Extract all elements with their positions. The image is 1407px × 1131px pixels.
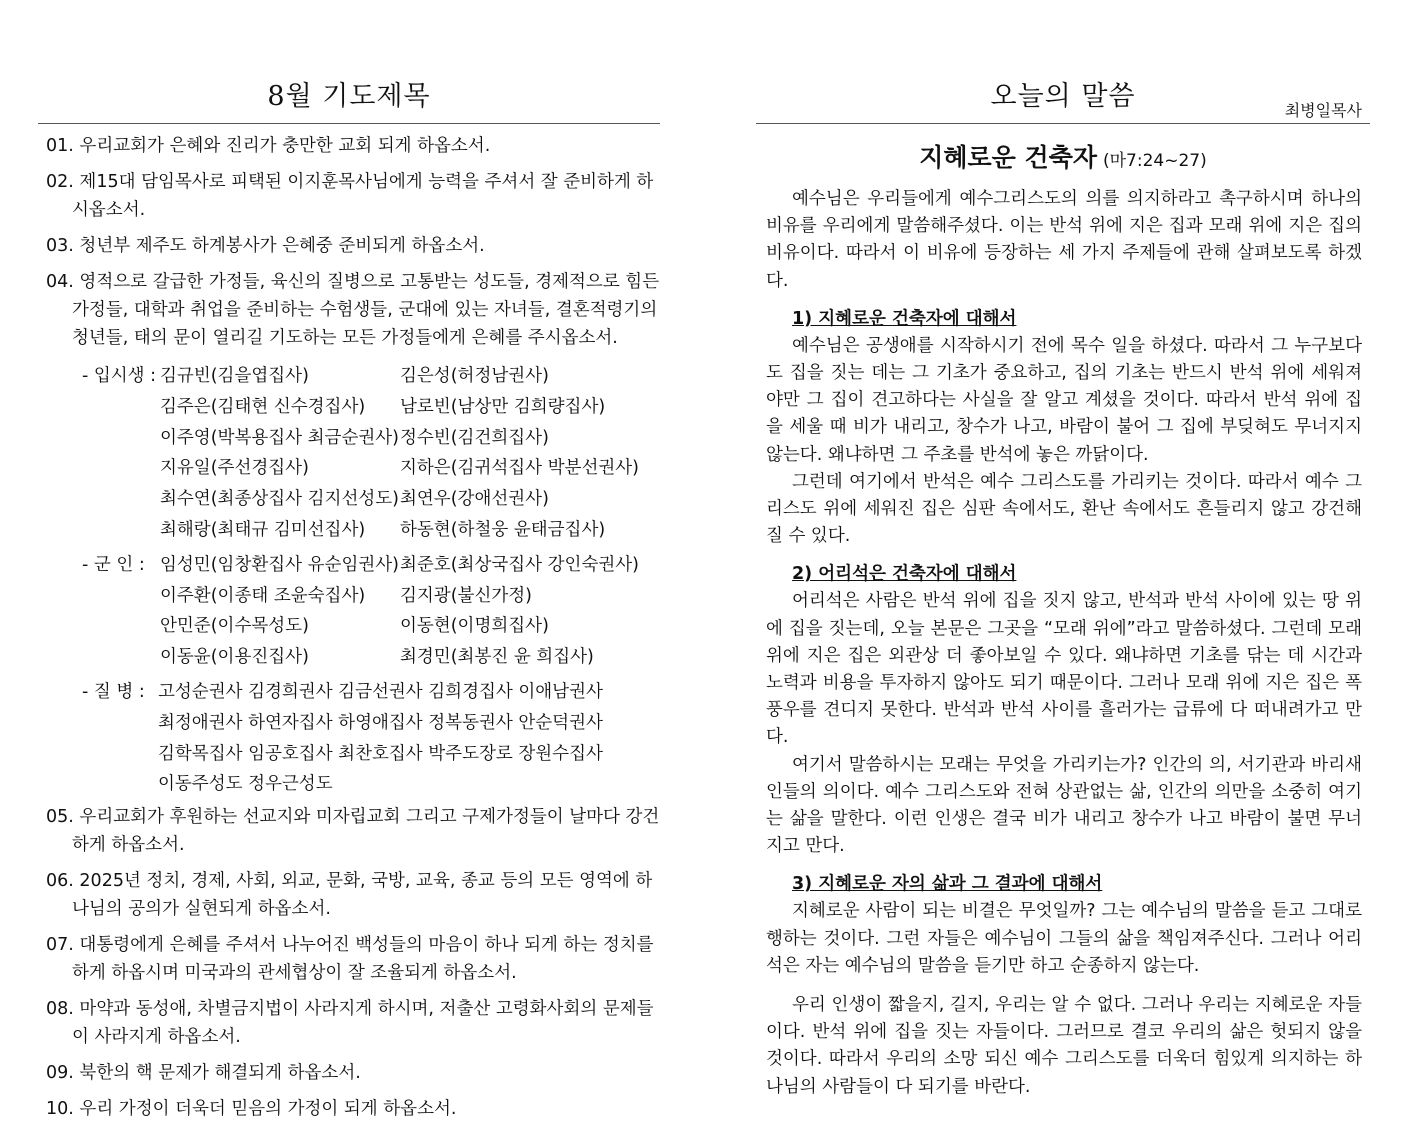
section-paragraph: 어리석은 사람은 반석 위에 집을 짓지 않고, 반석과 반석 사이에 있는 땅 위에 집을 짓는데, 오늘 본문은 그곳을 “모래 위에”라고 말씀하셨다. 그런데 모래 위에 지은 집은 외관상 더 좋아보일 수 있다. 왜냐하면 기초를 닦는 데 시간과 노력과 비용을 투자하지 않아도 되기 때문이다. 그러나 모래 위에 지은 집은 폭풍우를 견디지 못한다. 반석과 반석 사이를 흘러가는 급류에 다 떠내려가고 만다. <box>766 591 1362 748</box>
soldier-name: 이동현(이명희집사) <box>400 616 549 637</box>
sermon-title <box>756 138 1370 174</box>
soldiers-group <box>38 549 660 672</box>
item-text: 우리교회가 후원하는 선교지와 미자립교회 그리고 구제가정들이 날마다 강건하게 하옵소서. <box>72 807 660 856</box>
section-paragraph: 그런데 여기에서 반석은 예수 그리스도를 가리키는 것이다. 따라서 예수 그리스도 위에 세워진 집은 심판 속에서도, 환난 속에서도 흔들리지 않고 강건해질 수 있다. <box>766 471 1362 547</box>
students-label: - 입시생 : <box>82 366 157 386</box>
section-heading: 1) 지혜로운 건축자에 대해서 <box>792 308 1017 329</box>
soldier-name: 이주환(이종태 조윤숙집사) <box>160 585 366 606</box>
students-group <box>38 360 660 545</box>
students-row <box>38 452 660 483</box>
prayer-list <box>38 132 665 1131</box>
item-text: 영적으로 갈급한 가정들, 육신의 질병으로 고통받는 성도들, 경제적으로 힘든 가정들, 대학과 취업을 준비하는 수험생들, 군대에 있는 자녀들, 결혼적령기의 청년들, 태의 문이 열리길 기도하는 모든 가정들에게 은혜를 주시옵소서. <box>72 272 665 348</box>
item-number: 01. <box>46 136 74 156</box>
sick-names: 이동주성도 정우근성도 <box>158 774 333 795</box>
students-row <box>38 391 660 422</box>
student-name: 하동현(하철웅 윤태금집사) <box>400 519 606 540</box>
sick-row <box>38 738 660 769</box>
student-name: 김주은(김태현 신수경집사) <box>160 396 366 417</box>
item-number: 05. <box>46 807 74 828</box>
scripture-reference: (마7:24~27) <box>1103 151 1207 171</box>
sermon-body <box>766 186 1362 1101</box>
prayer-item-10 <box>38 1095 660 1123</box>
item-text: 대통령에게 은혜를 주셔서 나누어진 백성들의 마음이 하나 되게 하는 정치를 하게 하옵시며 미국과의 관세협상이 잘 조율되게 하옵소서. <box>72 935 660 984</box>
prayer-item-04 <box>38 268 665 352</box>
item-number: 04. <box>46 272 74 292</box>
student-name: 지유일(주선경집사) <box>160 458 309 479</box>
soldier-name: 안민준(이수목성도) <box>160 616 309 637</box>
heading-rule <box>38 123 660 124</box>
student-name: 김규빈(김을엽집사) <box>160 366 309 386</box>
item-text: 우리 가정이 더욱더 믿음의 가정이 되게 하옵소서. <box>79 1099 457 1120</box>
student-name: 정수빈(김건희집사) <box>400 427 549 448</box>
soldiers-row <box>38 580 660 611</box>
preacher-name: 최병일목사 <box>1284 101 1362 120</box>
section-paragraph: 예수님은 공생애를 시작하시기 전에 목수 일을 하셨다. 따라서 그 누구보다도 집을 짓는 데는 그 기초가 중요하고, 집의 기초는 반드시 반석 위에 세워져야만 그 집이 견고하다는 사실을 잘 알고 계셨을 것이다. 따라서 반석 위에 집을 세울 때 비가 내리고, 창수가 나고, 바람이 불어 그 집에 부딪혀도 무너지지 않는다. 왜냐하면 그 주초를 반석에 놓은 까닭이다. <box>766 335 1362 465</box>
prayer-heading: 8월 기도제목 <box>267 81 431 112</box>
student-name: 최해랑(최태규 김미선집사) <box>160 519 366 540</box>
sick-names: 최정애권사 하연자집사 하영애집사 정복동권사 안순덕권사 <box>158 712 603 733</box>
student-name: 김은성(허정남권사) <box>400 366 549 386</box>
student-name: 남로빈(남상만 김희량집사) <box>400 396 606 417</box>
students-row <box>38 514 660 545</box>
section-paragraph: 여기서 말씀하시는 모래는 무엇을 가리키는가? 인간의 의, 서기관과 바리새인들의 의이다. 예수 그리스도와 전혀 상관없는 삶, 인간의 의만을 소중히 여기는 삶을 말한다. 이런 인생은 결국 비가 내리고 창수가 나고 바람이 불면 무너지고 만다. <box>766 754 1362 857</box>
student-name: 최수연(최종상집사 김지선성도) <box>160 489 399 510</box>
sick-label: - 질 병 : <box>82 681 145 702</box>
item-number: 02. <box>46 172 74 192</box>
section-heading: 3) 지혜로운 자의 삶과 그 결과에 대해서 <box>792 874 1103 895</box>
item-text: 제15대 담임목사로 피택된 이지훈목사님에게 능력을 주셔서 잘 준비하게 하시옵소서. <box>72 172 654 220</box>
students-row <box>38 360 660 391</box>
paragraph-gap <box>766 980 1362 992</box>
prayer-item-07 <box>38 931 660 987</box>
sermon-title-text: 지혜로운 건축자 <box>919 143 1097 172</box>
item-number: 08. <box>46 999 74 1020</box>
prayer-item-06 <box>38 867 660 923</box>
student-name: 이주영(박복용집사 최금순권사) <box>160 427 399 448</box>
item-number: 06. <box>46 871 74 892</box>
item-text: 2025년 정치, 경제, 사회, 외교, 문화, 국방, 교육, 종교 등의 모든 영역에 하나님의 공의가 실현되게 하옵소서. <box>72 871 653 920</box>
item-number: 07. <box>46 935 74 956</box>
item-number: 10. <box>46 1099 74 1120</box>
prayer-item-05 <box>38 803 660 859</box>
soldier-name: 최경민(최봉진 윤 희집사) <box>400 647 594 668</box>
student-name: 지하은(김귀석집사 박분선권사) <box>400 458 639 479</box>
section-heading: 2) 어리석은 건축자에 대해서 <box>792 564 1017 585</box>
soldier-name: 임성민(임창환집사 유순임권사) <box>160 554 399 575</box>
prayer-item-08 <box>38 995 660 1051</box>
sick-names: 김학목집사 임공호집사 최찬호집사 박주도장로 장원수집사 <box>158 743 603 764</box>
soldiers-row <box>38 641 660 672</box>
sermon-heading: 오늘의 말씀 <box>990 81 1136 112</box>
section-paragraph: 지혜로운 사람이 되는 비결은 무엇일까? 그는 예수님의 말씀을 듣고 그대로 행하는 것이다. 그런 자들은 예수님이 그들의 삶을 책임져주신다. 그러나 어리석은 자는 예수님의 말씀을 듣기만 하고 순종하지 않는다. <box>766 901 1362 976</box>
prayer-item-01 <box>38 132 660 160</box>
soldiers-row <box>38 610 660 641</box>
closing-paragraph: 우리 인생이 짧을지, 길지, 우리는 알 수 없다. 그러나 우리는 지혜로운 자들이다. 반석 위에 집을 짓는 자들이다. 그러므로 결코 우리의 삶은 헛되지 않을 것이다. 따라서 우리의 소망 되신 예수 그리스도를 더욱더 힘있게 의지하는 하나님의 사람들이 다 되기를 바란다. <box>766 995 1362 1097</box>
prayer-item-09 <box>38 1059 660 1087</box>
item-number: 03. <box>46 236 74 256</box>
item-text: 청년부 제주도 하계봉사가 은혜중 준비되게 하옵소서. <box>79 236 485 256</box>
students-row <box>38 422 660 453</box>
students-row <box>38 483 660 514</box>
sick-row <box>38 676 660 707</box>
sick-group <box>38 676 660 799</box>
prayer-item-03 <box>38 232 660 260</box>
prayer-item-02 <box>38 168 660 224</box>
item-text: 북한의 핵 문제가 해결되게 하옵소서. <box>79 1063 361 1084</box>
sick-row <box>38 768 660 799</box>
soldier-name: 이동윤(이용진집사) <box>160 647 309 668</box>
item-number: 09. <box>46 1063 74 1084</box>
soldiers-row <box>38 549 660 580</box>
student-name: 최연우(강애선권사) <box>400 489 549 510</box>
soldier-name: 최준호(최상국집사 강인숙권사) <box>400 554 639 575</box>
soldiers-label: - 군 인 : <box>82 554 145 575</box>
intro-paragraph: 예수님은 우리들에게 예수그리스도의 의를 의지하라고 촉구하시며 하나의 비유를 우리에게 말씀해주셨다. 이는 반석 위에 지은 집과 모래 위에 지은 집의 비유이다. 따라서 이 비유에 등장하는 세 가지 주제들에 관해 살펴보도록 하겠다. <box>766 189 1362 291</box>
heading-rule <box>756 123 1370 124</box>
sick-row <box>38 707 660 738</box>
sick-names: 고성순권사 김경희권사 김금선권사 김희경집사 이애남권사 <box>158 681 603 702</box>
item-text: 마약과 동성애, 차별금지법이 사라지게 하시며, 저출산 고령화사회의 문제들이 사라지게 하옵소서. <box>72 999 654 1048</box>
soldier-name: 김지광(불신가정) <box>400 585 532 606</box>
item-text: 우리교회가 은혜와 진리가 충만한 교회 되게 하옵소서. <box>79 136 491 156</box>
